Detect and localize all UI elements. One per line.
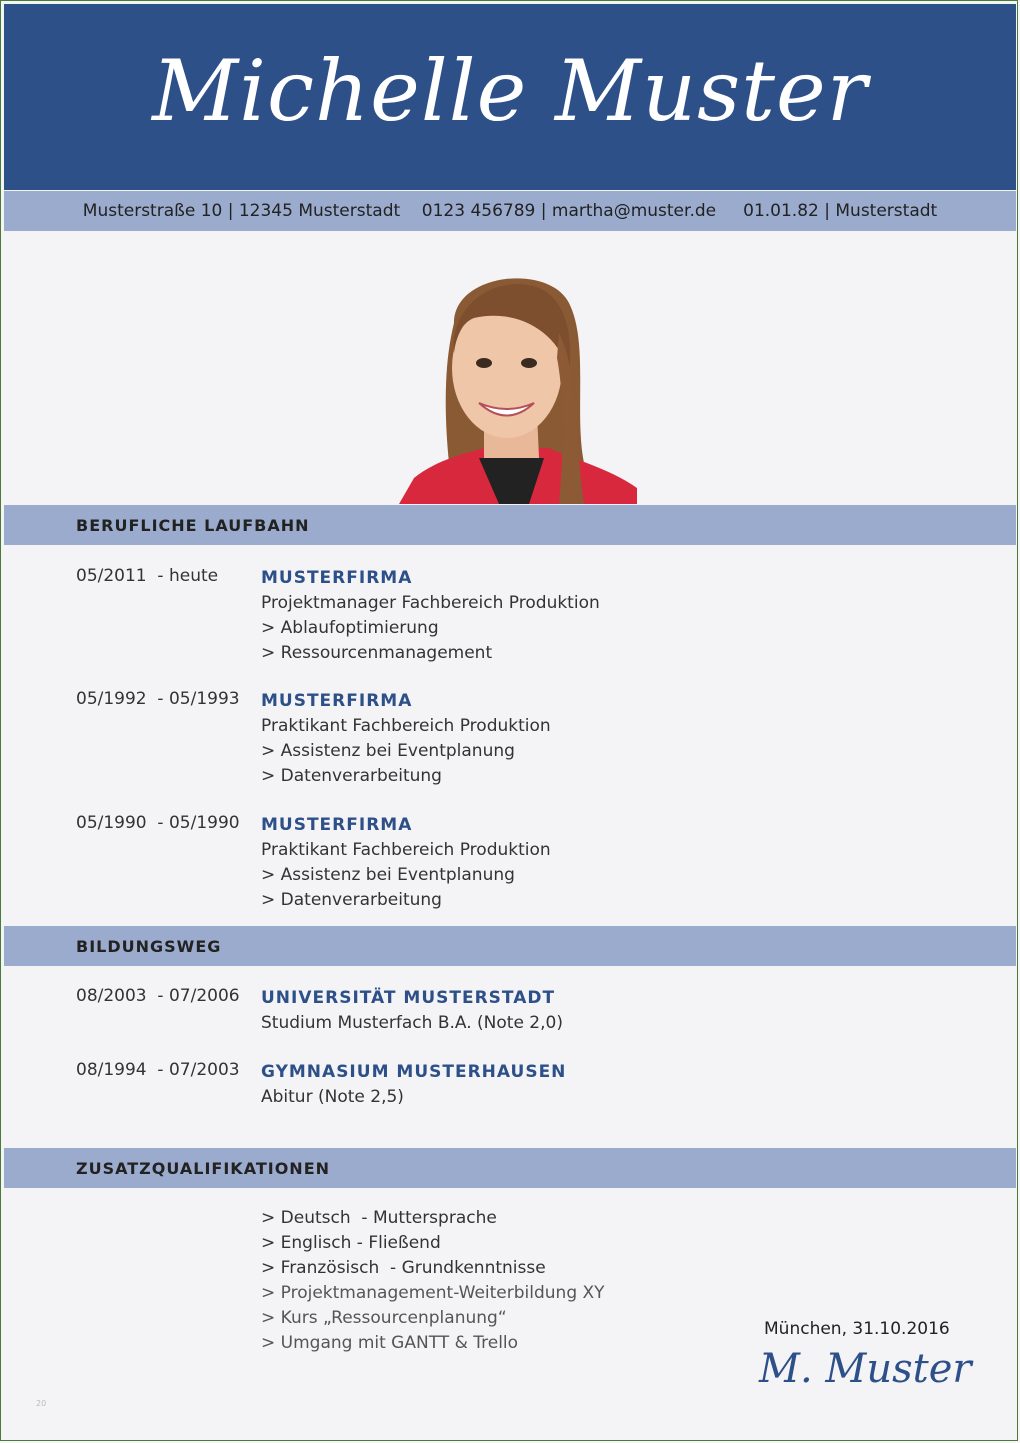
entry-institution: GYMNASIUM MUSTERHAUSEN [261,1062,567,1082]
qualification-item: > Französisch - Grundkenntnisse [261,1258,546,1278]
entry-line: Abitur (Note 2,5) [261,1087,404,1107]
section-education-title: BILDUNGSWEG [76,937,222,956]
contact-birth: 01.01.82 | Musterstadt [743,201,938,221]
contact-bar [4,191,1016,231]
place-date: München, 31.10.2016 [764,1319,950,1339]
entry-company: MUSTERFIRMA [261,815,413,835]
entry-date: 08/1994 - 07/2003 [76,1060,240,1080]
entry-line: > Datenverarbeitung [261,890,442,910]
entry-line: Studium Musterfach B.A. (Note 2,0) [261,1013,563,1033]
qualifications-list [261,1206,605,1356]
entry-line: Projektmanager Fachbereich Produktion [261,593,600,613]
section-qualifications-bar [4,1148,1016,1188]
contact-spacer [400,201,422,221]
qualification-item: > Englisch - Fließend [261,1233,441,1253]
entry-line: Praktikant Fachbereich Produktion [261,840,551,860]
signature: M. Muster [759,1346,972,1392]
entry-institution: UNIVERSITÄT MUSTERSTADT [261,988,556,1008]
section-career-bar [4,505,1016,545]
contact-spacer [716,201,743,221]
entry-line: > Ressourcenmanagement [261,643,493,663]
entry-date: 05/1990 - 05/1990 [76,813,240,833]
entry-line: > Ablaufoptimierung [261,618,439,638]
section-qualifications-title: ZUSATZQUALIFIKATIONEN [76,1159,331,1178]
portrait-icon [399,263,637,504]
qualification-item: > Umgang mit GANTT & Trello [261,1333,519,1353]
section-education-bar [4,926,1016,966]
qualification-item: > Projektmanagement-Weiterbildung XY [261,1283,605,1303]
entry-line: > Assistenz bei Eventplanung [261,865,515,885]
contact-address: Musterstraße 10 | 12345 Musterstadt [82,201,401,221]
header-banner [4,4,1016,190]
qualification-item: > Deutsch - Muttersprache [261,1208,497,1228]
section-career-title: BERUFLICHE LAUFBAHN [76,516,310,535]
entry-date: 08/2003 - 07/2006 [76,986,240,1006]
portrait-photo [399,263,637,504]
applicant-name: Michelle Muster [152,42,868,140]
qualification-item: > Kurs „Ressourcenplanung“ [261,1308,507,1328]
entry-date: 05/2011 - heute [76,566,219,586]
entry-line: Praktikant Fachbereich Produktion [261,716,551,736]
entry-line: > Datenverarbeitung [261,766,442,786]
contact-phone-email: 0123 456789 | martha@muster.de [421,201,717,221]
entry-company: MUSTERFIRMA [261,568,413,588]
entry-date: 05/1992 - 05/1993 [76,689,240,709]
entry-company: MUSTERFIRMA [261,691,413,711]
entry-line: > Assistenz bei Eventplanung [261,741,515,761]
page-number: 20 [36,1399,47,1408]
